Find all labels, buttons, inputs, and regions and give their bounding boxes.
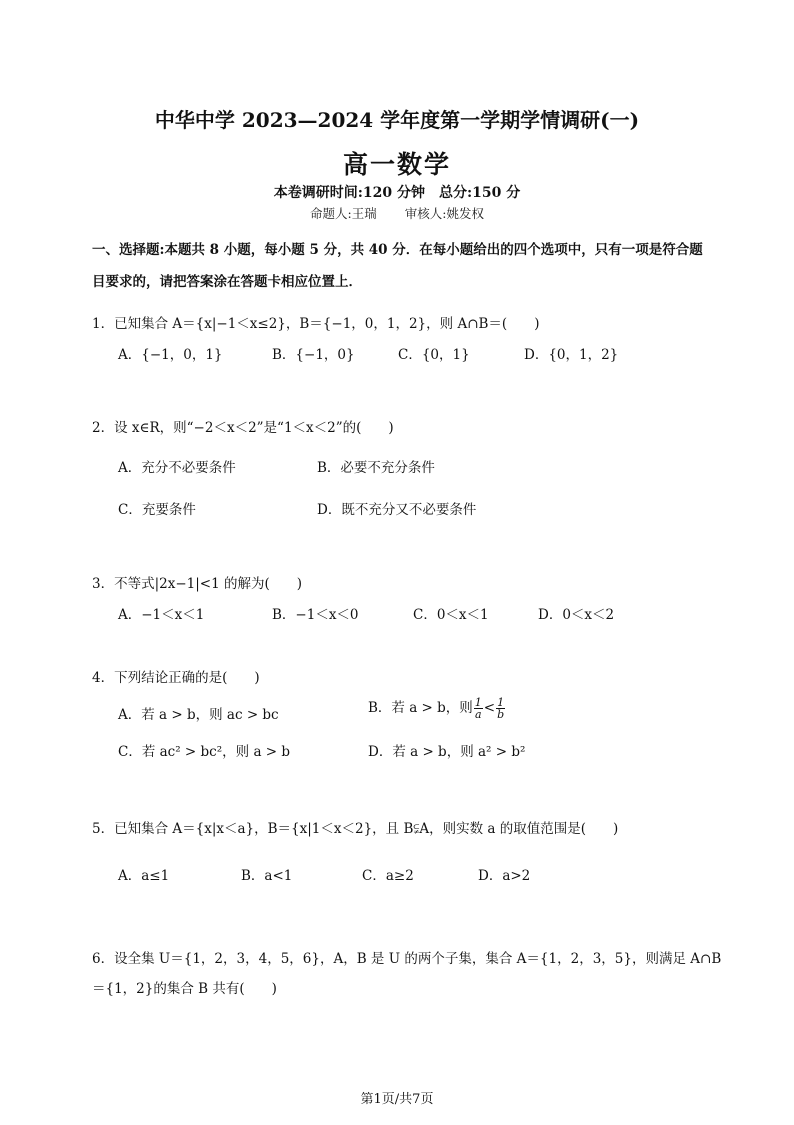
question-2-text: 2．设 x∈R，则“−2＜x＜2”是“1＜x＜2”的( ) bbox=[92, 420, 394, 436]
q3-option-a: A．−1＜x＜1 bbox=[118, 607, 205, 623]
subject-title: 高一数学 bbox=[342, 150, 451, 179]
q3-option-b: B．−1＜x＜0 bbox=[272, 607, 359, 623]
less-than-sign: < bbox=[483, 700, 496, 716]
q1-option-c: C．{0，1} bbox=[398, 347, 470, 363]
fraction-denominator: a bbox=[475, 708, 482, 721]
fraction-1-over-a bbox=[474, 697, 483, 720]
q5-option-c: C．a≥2 bbox=[362, 868, 414, 884]
page-number: 第1页/共7页 bbox=[360, 1092, 434, 1107]
exam-time: 本卷调研时间:120 分钟 bbox=[273, 185, 425, 201]
question-6-line1: 6．设全集 U＝{1，2，3，4，5，6}，A，B 是 U 的两个子集，集合 A＝{1，2，3，5}，则满足 A∩B bbox=[92, 951, 722, 967]
q4-option-c: C．若 ac² > bc²，则 a > b bbox=[118, 744, 291, 760]
exam-meta bbox=[0, 182, 794, 202]
q2-option-d: D．既不充分又不必要条件 bbox=[317, 502, 477, 518]
q5-option-d: D．a>2 bbox=[478, 868, 531, 884]
q4-option-b-prefix: B．若 a > b，则 bbox=[368, 700, 473, 716]
q1-option-a: A．{−1，0，1} bbox=[118, 347, 223, 363]
q4-option-d: D．若 a > b，则 a² > b² bbox=[368, 744, 526, 760]
question-3-text: 3．不等式|2x−1|<1 的解为( ) bbox=[92, 576, 303, 592]
question-1-text: 1．已知集合 A＝{x|−1＜x≤2}，B＝{−1，0，1，2}，则 A∩B＝( ) bbox=[92, 316, 540, 332]
exam-authors bbox=[0, 204, 794, 222]
q3-option-d: D．0＜x＜2 bbox=[538, 607, 615, 623]
q3-option-c: C．0＜x＜1 bbox=[413, 607, 489, 623]
fraction-numerator: 1 bbox=[497, 696, 505, 709]
question-5-text: 5．已知集合 A＝{x|x＜a}，B＝{x|1＜x＜2}，且 B⫋A，则实数 a 的取值范围是( ) bbox=[92, 821, 619, 837]
q2-option-c: C．充要条件 bbox=[118, 502, 196, 518]
fraction-numerator: 1 bbox=[474, 696, 482, 709]
question-6-line2: ＝{1，2}的集合 B 共有( ) bbox=[92, 981, 277, 997]
q2-option-a: A．充分不必要条件 bbox=[118, 460, 236, 476]
q1-option-b: B．{−1，0} bbox=[272, 347, 355, 363]
question-4-text: 4．下列结论正确的是( ) bbox=[92, 670, 260, 686]
q4-option-b bbox=[368, 696, 506, 720]
reviewer-name: 审核人:姚发权 bbox=[404, 206, 484, 221]
q4-option-a: A．若 a > b，则 ac > bc bbox=[118, 707, 279, 723]
q5-option-a: A．a≤1 bbox=[118, 868, 170, 884]
section-instructions-line2: 目要求的，请把答案涂在答题卡相应位置上． bbox=[92, 274, 362, 290]
q5-option-b: B．a<1 bbox=[241, 868, 293, 884]
exam-score: 总分:150 分 bbox=[439, 185, 521, 201]
author-name: 命题人:王瑞 bbox=[310, 206, 377, 221]
section-instructions-line1: 一、选择题:本题共 8 小题，每小题 5 分，共 40 分．在每小题给出的四个选项中，只有一项是符合题 bbox=[92, 242, 703, 258]
fraction-denominator: b bbox=[497, 708, 505, 721]
exam-title: 中华中学 2023—2024 学年度第一学期学情调研(一) bbox=[154, 108, 640, 132]
q2-option-b: B．必要不充分条件 bbox=[317, 460, 435, 476]
fraction-1-over-b bbox=[496, 697, 505, 720]
q1-option-d: D．{0，1，2} bbox=[524, 347, 619, 363]
